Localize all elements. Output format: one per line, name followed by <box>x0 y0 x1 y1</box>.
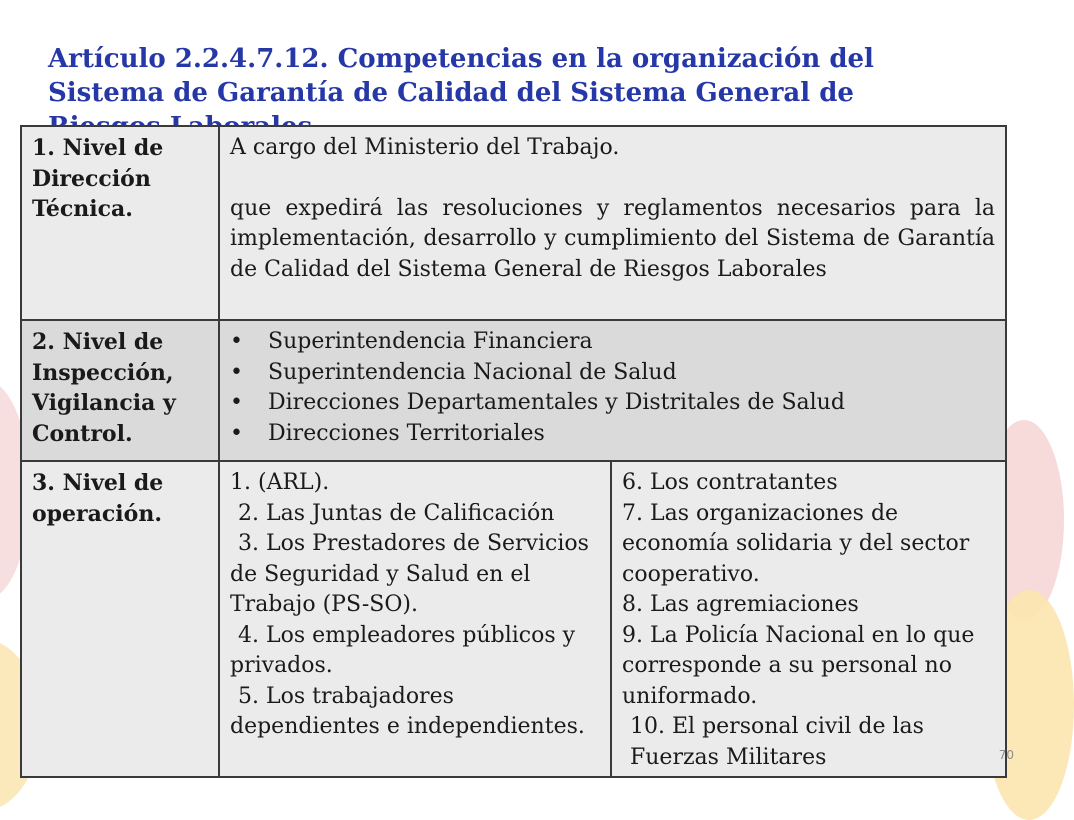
table-row-direccion <box>21 126 1006 320</box>
row-label-direccion: 1. Nivel de Dirección Técnica. <box>21 126 219 320</box>
list-item: • Superintendencia Nacional de Salud <box>230 359 677 385</box>
table-row-inspeccion <box>21 320 1006 461</box>
list-item: 9. La Policía Nacional en lo que corresponde a su personal no uniformado. <box>622 622 975 709</box>
row-label-inspeccion: 2. Nivel de Inspección, Vigilancia y Control. <box>21 320 219 461</box>
list-item: 3. Los Prestadores de Servicios de Seguridad y Salud en el Trabajo (PS-SO). <box>230 531 589 617</box>
table-row-operacion <box>21 461 1006 777</box>
list-item: 6. Los contratantes <box>622 470 838 495</box>
list-item: 7. Las organizaciones de economía solidaria y del sector cooperativo. <box>622 500 970 587</box>
ministerio-text: A cargo del Ministerio del Trabajo. <box>230 135 620 160</box>
resoluciones-text: que expedirá las resoluciones y reglamentos necesarios para la implementación, desarrollo y cumplimiento del Sistema de Garantía de Calidad del Sistema General de Riesgos Laborales <box>230 195 996 282</box>
row-content-direccion <box>219 126 1006 320</box>
page-number: 70 <box>998 748 1014 762</box>
list-item: • Direcciones Territoriales <box>230 420 545 446</box>
list-item: • Superintendencia Financiera <box>230 329 593 354</box>
list-item: 2. Las Juntas de Calificación <box>238 500 555 526</box>
list-item: 10. El personal civil de las Fuerzas Militares <box>630 714 924 770</box>
page-title: Artículo 2.2.4.7.12. Competencias en la organización del Sistema de Garantía de Calidad del Sistema General de <box>48 44 874 108</box>
row-content-operacion-left <box>219 461 611 777</box>
list-item: • Direcciones Departamentales y Distritales de Salud <box>230 390 845 415</box>
list-item: 4. Los empleadores públicos y privados. <box>230 622 576 678</box>
list-item: 5. Los trabajadores dependientes e independientes. <box>230 683 585 739</box>
list-item: 1. (ARL). <box>230 470 330 495</box>
competencias-table <box>20 125 1007 778</box>
row-content-inspeccion <box>219 320 1006 461</box>
row-content-operacion-right <box>611 461 1006 777</box>
row-label-operacion: 3. Nivel de operación. <box>21 461 219 777</box>
entidades-list <box>230 327 995 449</box>
list-item: 8. Las agremiaciones <box>622 592 859 617</box>
